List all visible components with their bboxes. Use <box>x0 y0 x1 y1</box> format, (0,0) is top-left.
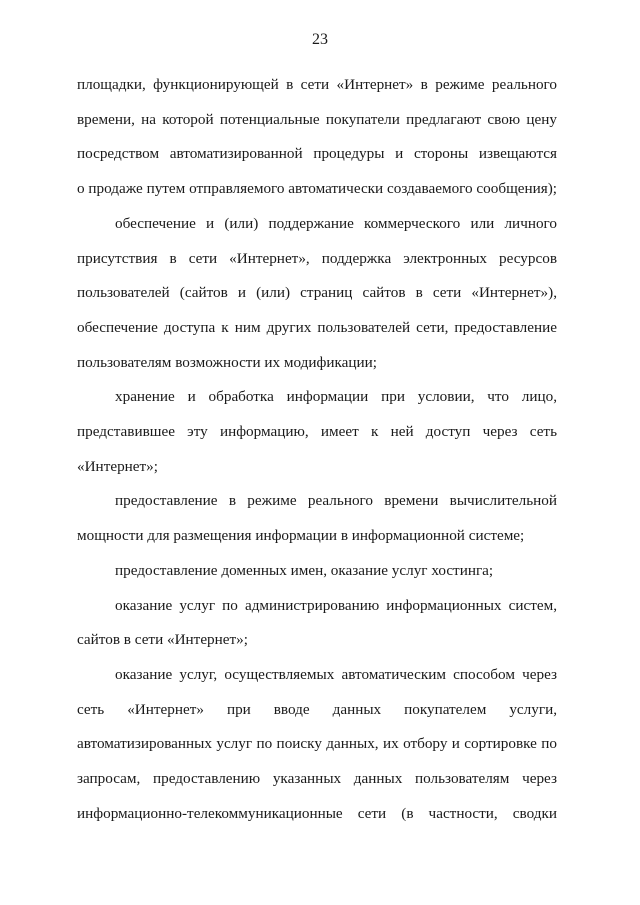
text-line: «Интернет»; <box>77 457 158 475</box>
paragraph <box>77 589 557 658</box>
paragraph <box>77 554 557 589</box>
page-body-text <box>77 68 557 831</box>
paragraph <box>77 68 557 207</box>
text-line: оказание услуг по администрированию информационных систем, <box>115 596 557 614</box>
text-line: автоматизированных услуг по поиску данных, их отбору и сортировке по <box>77 735 557 753</box>
text-line: запросам, предоставлению указанных данных пользователям через <box>77 770 557 788</box>
text-line: площадки, функционирующей в сети «Интернет» в режиме реального <box>77 76 557 93</box>
text-line: хранение и обработка информации при условии, что лицо, <box>115 388 557 406</box>
text-line: сайтов в сети «Интернет»; <box>77 631 248 649</box>
text-line: оказание услуг, осуществляемых автоматическим способом через <box>115 665 557 683</box>
text-line: сеть «Интернет» при вводе данных покупателем услуги, <box>77 700 557 718</box>
text-line: присутствия в сети «Интернет», поддержка электронных ресурсов <box>77 249 557 267</box>
paragraph <box>77 484 557 553</box>
text-line: мощности для размещения информации в информационной системе; <box>77 527 525 545</box>
text-line: обеспечение и (или) поддержание коммерческого или личного <box>115 214 557 232</box>
text-line: пользователям возможности их модификации; <box>77 353 377 371</box>
text-line: представившее эту информацию, имеет к ней доступ через сеть <box>77 423 557 441</box>
text-line: пользователей (сайтов и (или) страниц сайтов в сети «Интернет»), <box>77 284 557 302</box>
text-line: посредством автоматизированной процедуры и стороны извещаются <box>77 145 557 163</box>
paragraph <box>77 658 557 832</box>
text-line: предоставление доменных имен, оказание услуг хостинга; <box>115 561 494 579</box>
paragraph <box>77 207 557 381</box>
text-line: времени, на которой потенциальные покупатели предлагают свою цену <box>77 110 557 128</box>
paragraph <box>77 380 557 484</box>
text-line: обеспечение доступа к ним других пользователей сети, предоставление <box>77 318 557 336</box>
text-line: предоставление в режиме реального времени вычислительной <box>115 492 557 510</box>
page-number: 23 <box>312 31 328 48</box>
text-line: о продаже путем отправляемого автоматически создаваемого сообщения); <box>77 180 558 198</box>
text-line: информационно-телекоммуникационные сети (в частности, сводки <box>77 804 557 822</box>
